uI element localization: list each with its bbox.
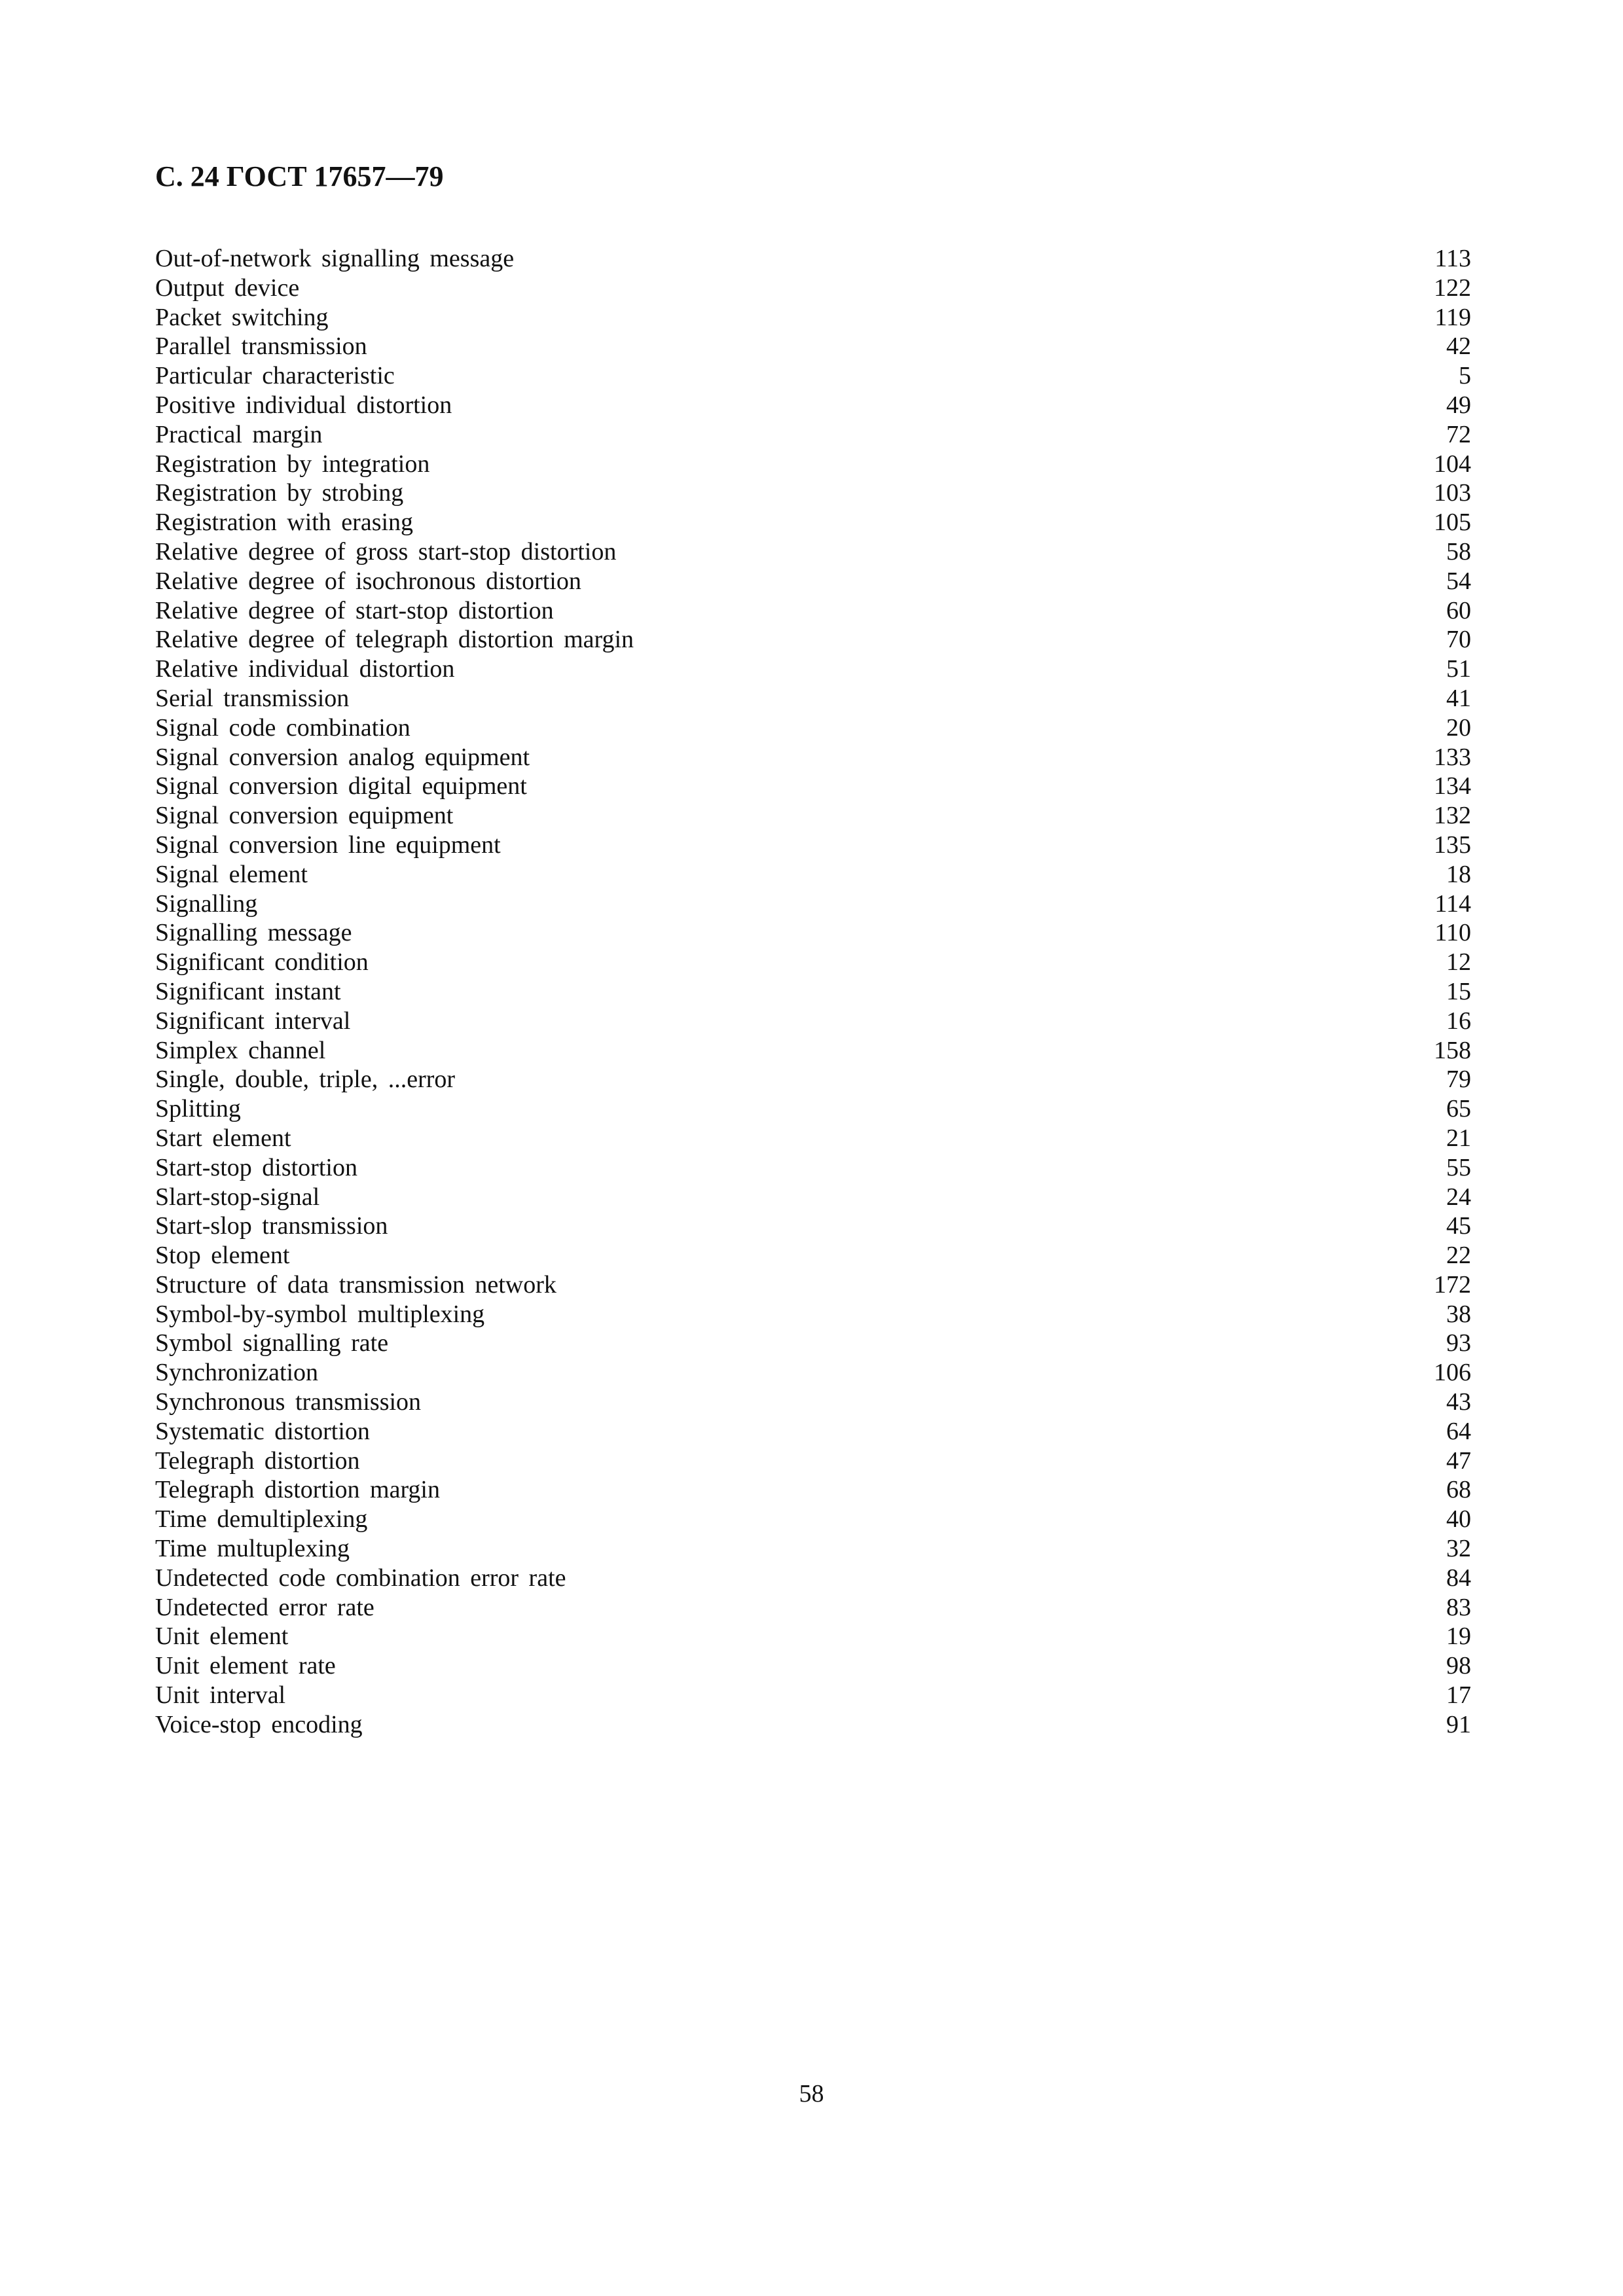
- index-entry: [155, 1241, 1471, 1270]
- index-reference-number: 114: [1434, 889, 1471, 918]
- index-entry: [155, 889, 1471, 919]
- index-entry: [155, 420, 1471, 450]
- index-entry: [155, 1593, 1471, 1623]
- index-term: Splitting: [155, 1095, 241, 1123]
- index-reference-number: 122: [1434, 274, 1471, 302]
- index-reference-number: 106: [1434, 1359, 1471, 1387]
- index-term: Structure of data transmission network: [155, 1270, 556, 1299]
- index-reference-number: 64: [1446, 1417, 1471, 1445]
- index-term: Undetected error rate: [155, 1593, 374, 1621]
- index-term: Registration with erasing: [155, 509, 414, 537]
- index-entry: [155, 274, 1471, 303]
- index-term: Significant instant: [155, 977, 341, 1005]
- index-term: Signal conversion analog equipment: [155, 743, 530, 771]
- index-entry: [155, 743, 1471, 772]
- index-entry: [155, 1475, 1471, 1505]
- index-reference-number: 20: [1446, 713, 1471, 742]
- index-term: Significant condition: [155, 948, 369, 977]
- index-term: Serial transmission: [155, 684, 350, 712]
- index-reference-number: 38: [1446, 1300, 1471, 1328]
- index-entry: [155, 655, 1471, 684]
- index-entry: [155, 1065, 1471, 1094]
- index-entry: [155, 801, 1471, 831]
- index-term: Start-stop distortion: [155, 1153, 357, 1181]
- index-term: Signal code combination: [155, 713, 410, 742]
- index-entry: [155, 831, 1471, 860]
- index-reference-number: 65: [1446, 1095, 1471, 1123]
- index-entry: [155, 1446, 1471, 1476]
- index-reference-number: 32: [1446, 1535, 1471, 1563]
- index-term: Simplex channel: [155, 1036, 326, 1064]
- index-term: Out-of-network signalling message: [155, 245, 515, 272]
- index-reference-number: 72: [1446, 420, 1471, 448]
- index-term: Synchronization: [155, 1359, 319, 1387]
- index-entry: [155, 772, 1471, 801]
- index-entry: [155, 684, 1471, 713]
- index-reference-number: 60: [1446, 596, 1471, 624]
- index-term: Time demultiplexing: [155, 1505, 368, 1534]
- index-entry: [155, 1651, 1471, 1681]
- index-term: Significant interval: [155, 1007, 351, 1035]
- index-reference-number: 49: [1446, 391, 1471, 419]
- index-reference-number: 133: [1434, 743, 1471, 771]
- index-entry: [155, 1300, 1471, 1329]
- index-reference-number: 135: [1434, 831, 1471, 859]
- index-entry: [155, 713, 1471, 743]
- index-term: Unit element rate: [155, 1652, 336, 1680]
- index-entry: [155, 1036, 1471, 1066]
- index-term: Particular characteristic: [155, 362, 395, 390]
- index-entry: [155, 977, 1471, 1007]
- index-reference-number: 104: [1434, 450, 1471, 478]
- index-term: Signal conversion digital equipment: [155, 772, 527, 800]
- index-term: Telegraph distortion: [155, 1446, 360, 1475]
- index-term: Relative degree of gross start-stop distortion: [155, 537, 617, 565]
- index-reference-number: 16: [1446, 1007, 1471, 1035]
- index-entry: [155, 450, 1471, 479]
- index-reference-number: 132: [1434, 802, 1471, 830]
- index-entry: [155, 948, 1471, 977]
- index-entry: [155, 361, 1471, 391]
- index-entry: [155, 1710, 1471, 1740]
- index-term: Signal conversion equipment: [155, 802, 454, 830]
- index-reference-number: 21: [1446, 1124, 1471, 1152]
- index-entry: [155, 1270, 1471, 1300]
- index-term: Slart-stop-signal: [155, 1183, 320, 1211]
- index-term: Stop element: [155, 1242, 290, 1270]
- index-term: Relative degree of start-stop distortion: [155, 596, 554, 624]
- index-term: Relative individual distortion: [155, 655, 455, 683]
- index-term: Synchronous transmission: [155, 1388, 422, 1416]
- index-reference-number: 105: [1434, 509, 1471, 537]
- index-reference-number: 15: [1446, 977, 1471, 1005]
- index-reference-number: 43: [1446, 1388, 1471, 1416]
- index-term: Signalling message: [155, 919, 352, 947]
- index-reference-number: 110: [1434, 919, 1471, 947]
- index-term: Output device: [155, 274, 300, 302]
- index-entry: [155, 596, 1471, 626]
- index-reference-number: 40: [1446, 1505, 1471, 1534]
- index-reference-number: 54: [1446, 567, 1471, 595]
- index-entry: [155, 537, 1471, 567]
- index-term: Voice-stop encoding: [155, 1710, 363, 1738]
- index-reference-number: 119: [1434, 303, 1471, 331]
- index-entry: [155, 1094, 1471, 1124]
- index-reference-number: 12: [1446, 948, 1471, 977]
- index-entry: [155, 1622, 1471, 1651]
- index-reference-number: 19: [1446, 1623, 1471, 1651]
- index-reference-number: 93: [1446, 1329, 1471, 1357]
- index-term: Start element: [155, 1124, 291, 1152]
- index-term: Registration by integration: [155, 450, 430, 478]
- index-term: Single, double, triple, ...error: [155, 1066, 456, 1094]
- index-reference-number: 68: [1446, 1476, 1471, 1504]
- index-reference-number: 83: [1446, 1593, 1471, 1621]
- index-reference-number: 84: [1446, 1564, 1471, 1592]
- index-term: Telegraph distortion margin: [155, 1476, 440, 1504]
- index-reference-number: 47: [1446, 1446, 1471, 1475]
- index-entry: [155, 478, 1471, 508]
- index-term: Registration by strobing: [155, 479, 404, 507]
- index-reference-number: 55: [1446, 1153, 1471, 1181]
- index-reference-number: 5: [1459, 362, 1471, 390]
- page-title: С. 24 ГОСТ 17657—79: [155, 160, 444, 192]
- index-entry: [155, 1681, 1471, 1710]
- index-term: Start-slop transmission: [155, 1212, 388, 1240]
- index-entry: [155, 860, 1471, 889]
- index-term: Relative degree of telegraph distortion margin: [155, 626, 634, 654]
- index-reference-number: 22: [1446, 1242, 1471, 1270]
- index-term: Signal conversion line equipment: [155, 831, 501, 859]
- index-reference-number: 24: [1446, 1183, 1471, 1211]
- index-entry: [155, 1211, 1471, 1241]
- index-reference-number: 158: [1434, 1036, 1471, 1064]
- index-reference-number: 17: [1446, 1681, 1471, 1710]
- index-entry: [155, 1388, 1471, 1417]
- index-entry: [155, 625, 1471, 655]
- index-entry: [155, 508, 1471, 537]
- index-reference-number: 18: [1446, 860, 1471, 888]
- index-term: Signal element: [155, 860, 308, 888]
- index-entry: [155, 1329, 1471, 1358]
- index-term: Symbol-by-symbol multiplexing: [155, 1300, 485, 1328]
- index-reference-number: 172: [1434, 1270, 1471, 1299]
- index-entry: [155, 1417, 1471, 1446]
- index-entry: [155, 1505, 1471, 1534]
- index-reference-number: 79: [1446, 1066, 1471, 1094]
- index-entry: [155, 918, 1471, 948]
- index-term: Systematic distortion: [155, 1417, 370, 1445]
- index-entry: [155, 1534, 1471, 1564]
- index-reference-number: 58: [1446, 537, 1471, 565]
- index-entry: [155, 567, 1471, 596]
- index-term: Relative degree of isochronous distortion: [155, 567, 581, 595]
- index-term: Unit element: [155, 1623, 289, 1651]
- index-term: Unit interval: [155, 1681, 286, 1710]
- index-entry: [155, 391, 1471, 420]
- index-term: Packet switching: [155, 303, 329, 331]
- index-reference-number: 98: [1446, 1652, 1471, 1680]
- index-entry: [155, 1124, 1471, 1153]
- index-entry: [155, 1007, 1471, 1036]
- index-reference-number: 41: [1446, 684, 1471, 712]
- index-term: Positive individual distortion: [155, 391, 452, 419]
- index-entry: [155, 1358, 1471, 1388]
- index-reference-number: 91: [1446, 1710, 1471, 1738]
- page-number: 58: [799, 2080, 824, 2108]
- index-term: Practical margin: [155, 420, 323, 448]
- index-reference-number: 45: [1446, 1212, 1471, 1240]
- index-entry: [155, 1183, 1471, 1212]
- index-entry: [155, 244, 1471, 274]
- index-term: Symbol signalling rate: [155, 1329, 389, 1357]
- index-reference-number: 113: [1434, 245, 1471, 272]
- index-term: Parallel transmission: [155, 332, 367, 361]
- index-reference-number: 134: [1434, 772, 1471, 800]
- index-entry: [155, 1564, 1471, 1593]
- index-entry: [155, 332, 1471, 361]
- index-term: Signalling: [155, 889, 258, 918]
- index-reference-number: 70: [1446, 626, 1471, 654]
- index-term: Time multuplexing: [155, 1535, 350, 1563]
- index-reference-number: 103: [1434, 479, 1471, 507]
- index-entry: [155, 303, 1471, 332]
- index-reference-number: 42: [1446, 332, 1471, 361]
- index-reference-number: 51: [1446, 655, 1471, 683]
- index-entry: [155, 1153, 1471, 1183]
- index-term: Undetected code combination error rate: [155, 1564, 566, 1592]
- term-index-list: [155, 244, 1471, 1740]
